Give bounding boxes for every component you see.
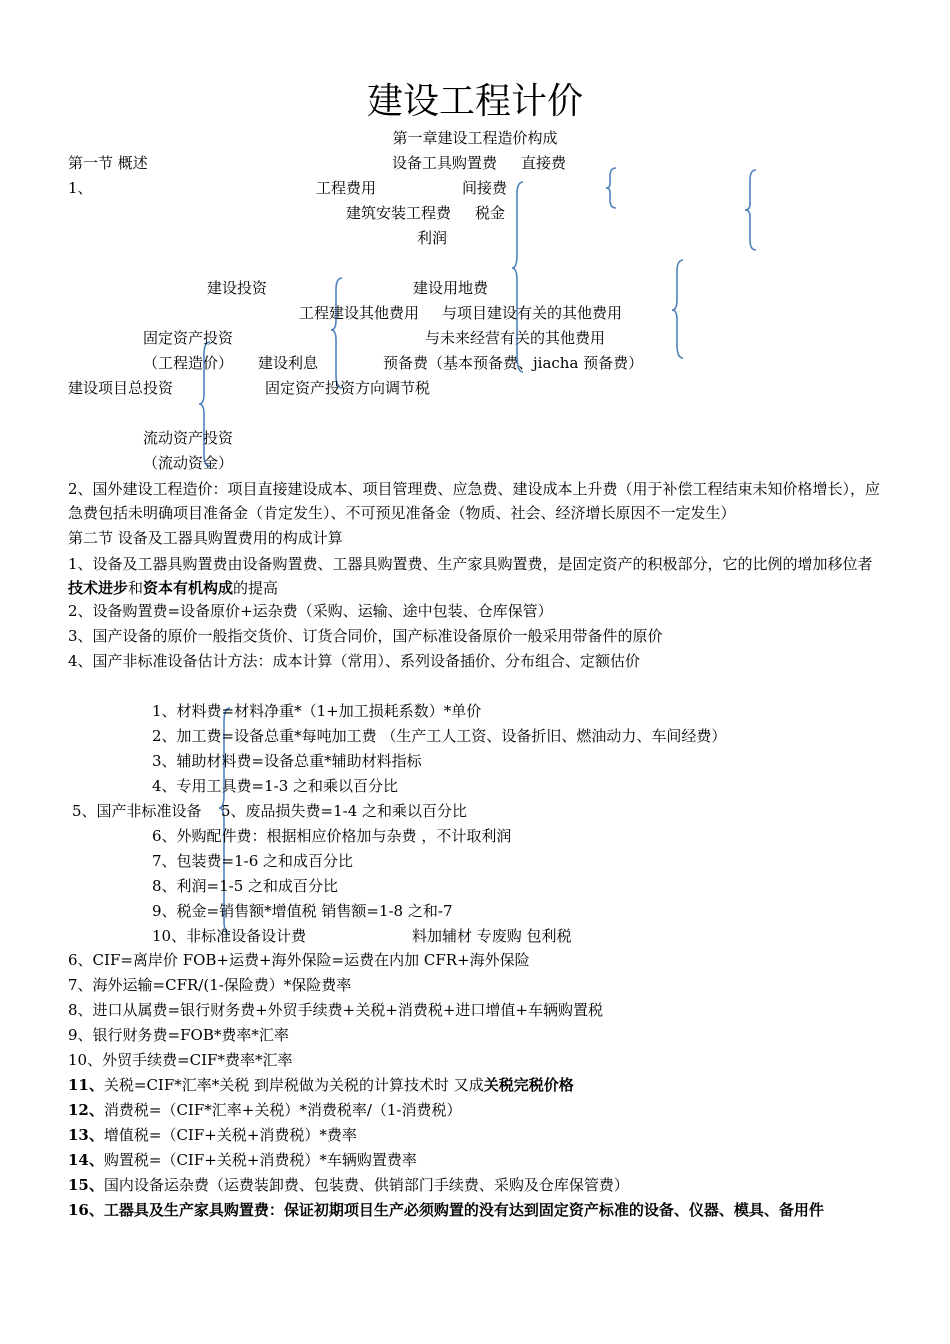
formula-number: 13、 xyxy=(68,1126,104,1144)
diagram-land-cost: 建设用地费 xyxy=(413,279,489,297)
paragraph-foreign-cost: 2、国外建设工程造价：项目直接建设成本、项目管理费、应急费、建设成本上升费（用于补偿工程结束未知价格增长），应急费包括未明确项目准备金（肯定发生）、不可预见准备金（物质、社会、经济增长原因不一定发生） xyxy=(68,480,881,522)
formula-consumption-tax xyxy=(68,1100,462,1120)
paragraph-nonstandard-methods: 4、国产非标准设备估计方法：成本计算（常用）、系列设备插价、分布组合、定额估价 xyxy=(68,652,641,670)
diagram-indirect-cost: 间接费 xyxy=(462,179,508,197)
paragraph-domestic-price: 3、国产设备的原价一般指交货价、订货合同价，国产标准设备原价一般采用带备件的原价 xyxy=(68,627,663,645)
diagram-profit: 利润 xyxy=(417,229,448,247)
p1-end: 的提高 xyxy=(233,579,279,597)
nonstandard-item: 4、专用工具费=1-3 之和乘以百分比 xyxy=(152,777,399,795)
diagram-total-investment: 建设项目总投资 xyxy=(68,379,174,397)
nonstandard-item: 2、加工费=设备总重*每吨加工费 （生产工人工资、设备折旧、燃油动力、车间经费） xyxy=(152,727,727,745)
nonstandard-item: 10、非标准设备设计费 xyxy=(152,927,307,945)
formula-line: 10、外贸手续费=CIF*费率*汇率 xyxy=(68,1051,293,1069)
diagram-fixed-asset: 固定资产投资 xyxy=(143,329,234,347)
nonstandard-item: 5、废品损失费=1-4 之和乘以百分比 xyxy=(221,802,468,820)
diagram-engineering-cost: 工程费用 xyxy=(316,179,377,197)
diagram-direct-cost: 直接费 xyxy=(521,154,567,172)
formula-number: 11、 xyxy=(68,1076,104,1094)
brace-4 xyxy=(331,278,342,388)
diagram-reserve: 预备费（基本预备费、jiacha 预备费） xyxy=(383,354,644,372)
brace-1 xyxy=(606,168,616,208)
diagram-working-capital: 流动资产投资 xyxy=(143,429,234,447)
nonstandard-item: 8、利润=1-5 之和成百分比 xyxy=(152,877,339,895)
formula-text: 消费税=（CIF*汇率+关税）*消费税率/（1-消费税） xyxy=(103,1101,462,1119)
diagram-construction-investment: 建设投资 xyxy=(207,279,268,297)
diagram-direction-tax: 固定资产投资方向调节税 xyxy=(265,379,431,397)
p1-bold-tech: 技术进步 xyxy=(68,579,129,597)
diagram-working-capital-paren: （流动资金） xyxy=(143,454,234,472)
nonstandard-mnemonic: 料加辅材 专废购 包利税 xyxy=(412,927,572,945)
nonstandard-item: 6、外购配件费：根据相应价格加与杂费 ，不计取利润 xyxy=(152,827,512,845)
chapter-heading: 第一章建设工程造价构成 xyxy=(392,129,558,147)
formula-vat xyxy=(68,1125,357,1145)
formula-text: 购置税=（CIF+关税+消费税）*车辆购置费率 xyxy=(103,1151,417,1169)
diagram-equip-cost: 设备工具购置费 xyxy=(392,154,498,172)
diagram-other-cost: 工程建设其他费用 xyxy=(299,304,420,322)
diagram-building-install: 建筑安装工程费 xyxy=(346,204,452,222)
formula-line: 8、进口从属费=银行财务费+外贸手续费+关税+消费税+进口增值+车辆购置税 xyxy=(68,1001,603,1019)
section-1-heading: 第一节 概述 xyxy=(68,154,148,172)
formula-number: 15、 xyxy=(68,1176,104,1194)
p1-and: 和 xyxy=(128,579,144,597)
formula-line: 9、银行财务费=FOB*费率*汇率 xyxy=(68,1026,289,1044)
diagram-future-ops: 与未来经营有关的其他费用 xyxy=(425,329,606,347)
p1-text: 1、设备及工器具购置费由设备购置费、工器具购置费、生产家具购置费，是固定资产的积极部分，它的比例的增加移位者 xyxy=(68,555,873,573)
diagram-item1-number: 1、 xyxy=(68,179,93,197)
formula-text: 国内设备运杂费（运费装卸费、包装费、供销部门手续费、采购及仓库保管费） xyxy=(103,1176,629,1194)
formula-tools-furniture: 16、工器具及生产家具购置费：保证初期项目生产必须购置的没有达到固定资产标准的设备、仪器、模具、备用件 xyxy=(68,1201,824,1219)
section-2-heading: 第二节 设备及工器具购置费用的构成计算 xyxy=(68,529,343,547)
formula-number: 12、 xyxy=(68,1101,104,1119)
nonstandard-item: 3、辅助材料费=设备总重*辅助材料指标 xyxy=(152,752,422,770)
diagram-project-related: 与项目建设有关的其他费用 xyxy=(442,304,623,322)
nonstandard-label: 5、国产非标准设备 xyxy=(72,802,202,820)
p1-bold-capital: 资本有机构成 xyxy=(143,579,234,597)
formula-purchase-tax xyxy=(68,1150,417,1170)
formula-line: 6、CIF=离岸价 FOB+运费+海外保险=运费在内加 CFR+海外保险 xyxy=(68,951,530,969)
diagram-tax: 税金 xyxy=(475,204,506,222)
formula-text: 增值税=（CIF+关税+消费税）*费率 xyxy=(103,1126,357,1144)
diagram-construction-interest: 建设利息 xyxy=(258,354,319,372)
diagram-project-cost: （工程造价） xyxy=(143,354,234,372)
formula-line: 7、海外运输=CFR/(1-保险费）*保险费率 xyxy=(68,976,352,994)
formula-number: 14、 xyxy=(68,1151,104,1169)
nonstandard-item: 1、材料费=材料净重*（1+加工损耗系数）*单价 xyxy=(152,702,482,720)
paragraph-equipment-purchase xyxy=(68,552,883,600)
document-title: 建设工程计价 xyxy=(366,81,583,122)
nonstandard-item: 9、税金=销售额*增值税 销售额=1-8 之和-7 xyxy=(152,902,453,920)
nonstandard-item: 7、包装费=1-6 之和成百分比 xyxy=(152,852,354,870)
formula-text: 关税=CIF*汇率*关税 到岸税做为关税的计算技术时 又成 xyxy=(103,1076,484,1094)
brace-5 xyxy=(672,260,683,358)
paragraph-equipment-cost: 2、设备购置费=设备原价+运杂费（采购、运输、途中包装、仓库保管） xyxy=(68,602,553,620)
formula-domestic-freight xyxy=(68,1175,629,1195)
brace-2 xyxy=(745,170,756,250)
formula-tariff xyxy=(68,1075,574,1095)
formula-bold-term: 关税完税价格 xyxy=(483,1076,574,1094)
